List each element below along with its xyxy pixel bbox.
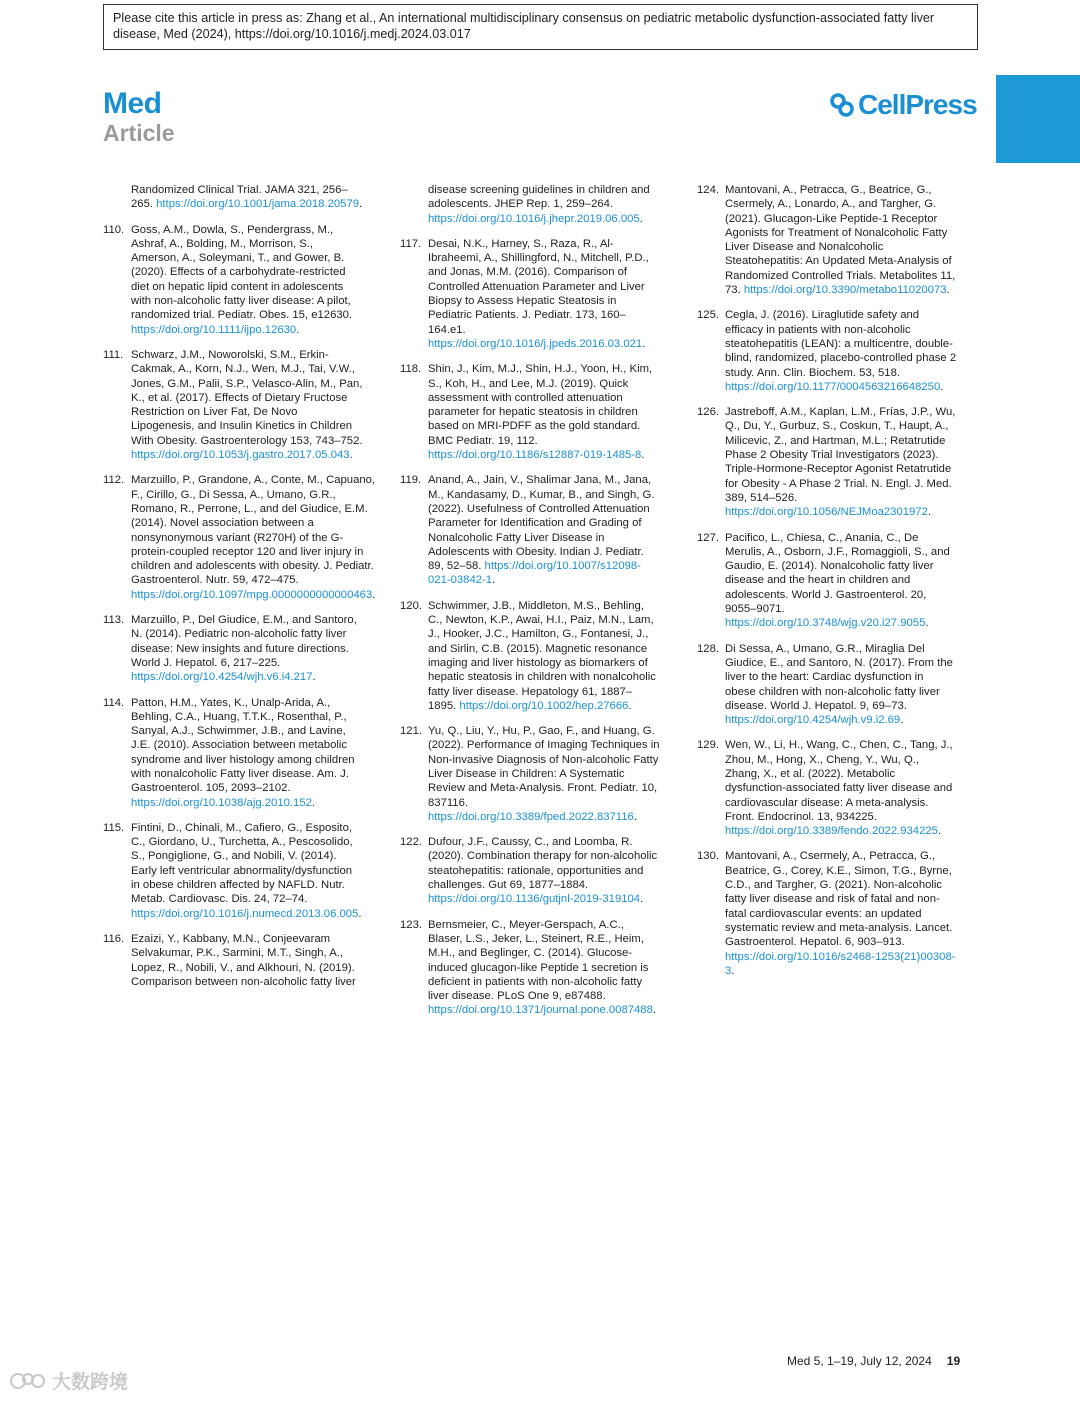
reference-citation: Jastreboff, A.M., Kaplan, L.M., Frías, J.P., Wu, Q., Du, Y., Gurbuz, S., Coskun, T., Haupt, A., Milicevic, Z., and Hartman, M.L.; Retatrutide Phase 2 Obesity Trial Investigators (2023). Triple-Hormone-Receptor Agonist Retatrutide for Obesity - A Phase 2 Trial. N. Engl. J. Med. 389, 514–526. bbox=[725, 406, 956, 504]
reference-text bbox=[428, 724, 660, 824]
reference-tail: . bbox=[940, 380, 944, 393]
reference-number bbox=[400, 183, 428, 226]
reference-citation: Randomized Clinical Trial. JAMA 321, 256–265. bbox=[131, 184, 348, 211]
reference-number: 110. bbox=[103, 223, 125, 236]
reference-tail: . bbox=[946, 284, 950, 297]
watermark-logo-icon bbox=[8, 1370, 48, 1392]
reference-tail: . bbox=[641, 449, 645, 462]
reference-citation: Mantovani, A., Csermely, A., Petracca, G., Beatrice, G., Corey, K.E., Simon, T.G., Byrne, C.D., and Targher, G. (2021). Non-alcoholic fatty liver disease and risk of fatal and non-fatal cardiovascular events: an updated systematic review and meta-analysis. Lancet. Gastroenterol. Hepatol. 6, 903–913. bbox=[725, 850, 953, 949]
reference-tail: . bbox=[652, 1004, 657, 1017]
reference-text bbox=[131, 183, 363, 212]
reference-item bbox=[400, 918, 660, 1018]
reference-number: 123. bbox=[400, 918, 422, 931]
reference-number: 120. bbox=[400, 599, 422, 612]
doi-link[interactable]: https://doi.org/10.1097/mpg.0000000000000463 bbox=[131, 588, 373, 601]
article-type: Article bbox=[103, 120, 175, 146]
reference-text bbox=[428, 237, 660, 351]
reference-tail: . bbox=[639, 212, 643, 225]
reference-item bbox=[103, 473, 376, 602]
reference-tail: . bbox=[349, 449, 353, 462]
reference-tail: . bbox=[937, 825, 942, 838]
reference-text bbox=[725, 183, 957, 297]
reference-number: 112. bbox=[103, 474, 125, 487]
reference-tail: . bbox=[642, 337, 646, 350]
reference-text bbox=[131, 613, 363, 684]
cellpress-logo-icon bbox=[829, 92, 855, 118]
reference-tail: . bbox=[731, 964, 735, 977]
reference-column-3 bbox=[697, 183, 957, 989]
doi-link[interactable]: https://doi.org/10.1053/j.gastro.2017.05.043 bbox=[131, 449, 350, 462]
reference-citation: Anand, A., Jain, V., Shalimar Jana, M., Jana, M., Kandasamy, D., Kumar, B., and Singh, G. (2022). Usefulness of Controlled Attenuation Parameter for Identification and Grading of Nonalcoholic Fatty Liver Disease in Adolescents with Obesity. Indian J. Pediatr. 89, 52–58. bbox=[428, 474, 655, 573]
reference-item bbox=[400, 835, 660, 906]
page-footer bbox=[787, 1354, 960, 1368]
reference-item bbox=[697, 849, 957, 978]
reference-number bbox=[103, 183, 131, 212]
reference-text bbox=[428, 362, 660, 462]
reference-item bbox=[697, 308, 957, 394]
reference-item bbox=[400, 362, 660, 462]
reference-citation: Marzuillo, P., Grandone, A., Conte, M., Capuano, F., Cirillo, G., Di Sessa, A., Umano, G.R., Romano, R., Perrone, L., and del Giudice, E.M. (2014). Novel association between a nonsynonymous variant (R270H) of the G-protein-coupled receptor 120 and liver injury in children and adolescents with obesity. J. Pediatr. Gastroenterol. Nutr. 59, 472–475. bbox=[131, 474, 376, 587]
citation-notice: Please cite this article in press as: Zhang et al., An international multidisciplinary consensus on pediatric metabolic dysfunction-associated fatty liver disease, Med (2024), https://doi.org/10.1016/j.medj.2024.03.017 bbox=[103, 4, 978, 50]
reference-item bbox=[400, 599, 660, 713]
reference-tail: . bbox=[372, 588, 376, 601]
reference-item bbox=[103, 183, 363, 212]
reference-text bbox=[725, 405, 957, 519]
reference-citation: Ezaizi, Y., Kabbany, M.N., Conjeevaram Selvakumar, P.K., Sarmini, M.T., Singh, A., Lopez, R., Nobili, V., and Alkhouri, N. (2019). Comparison between non-alcoholic fatty liver bbox=[131, 932, 356, 988]
reference-text bbox=[725, 738, 957, 838]
side-color-tab bbox=[996, 75, 1080, 163]
reference-tail: . bbox=[296, 323, 300, 336]
reference-tail: . bbox=[640, 893, 644, 906]
doi-link[interactable]: https://doi.org/10.1016/j.jpeds.2016.03.021 bbox=[428, 337, 643, 350]
reference-text bbox=[131, 473, 375, 602]
doi-link[interactable]: https://doi.org/10.1016/j.jhepr.2019.06.005 bbox=[428, 212, 640, 225]
publisher-name: CellPress bbox=[858, 89, 977, 120]
reference-text bbox=[131, 223, 363, 337]
reference-tail: . bbox=[311, 796, 316, 809]
reference-number: 114. bbox=[103, 696, 125, 709]
reference-item bbox=[103, 348, 363, 462]
reference-tail: . bbox=[312, 671, 316, 684]
reference-number: 127. bbox=[697, 531, 719, 544]
reference-text bbox=[131, 821, 363, 921]
reference-citation: Schwarz, J.M., Noworolski, S.M., Erkin-Cakmak, A., Korn, N.J., Wen, M.J., Tai, V.W., Jones, G.M., Palii, S.P., Velasco-Alin, M., Pan, K., et al. (2017). Effects of Dietary Fructose Restriction on Liver Fat, De Novo Lipogenesis, and Insulin Kinetics in Children With Obesity. Gastroenterology 153, 743–752. bbox=[131, 348, 363, 447]
reference-citation: Desai, N.K., Harney, S., Raza, R., Al-Ibraheemi, A., Shillingford, N., Mitchell, P.D., and Jonas, M.M. (2016). Comparison of Controlled Attenuation Parameter and Liver Biopsy to Assess Hepatic Steatosis in Pediatric Patients. J. Pediatr. 173, 160–164.e1. bbox=[428, 237, 649, 336]
reference-item bbox=[400, 237, 660, 351]
reference-number: 118. bbox=[400, 363, 422, 376]
publisher-logo bbox=[829, 90, 977, 120]
reference-item bbox=[697, 405, 957, 519]
reference-text bbox=[428, 183, 660, 226]
doi-link[interactable]: https://doi.org/10.1056/NEJMoa2301972 bbox=[725, 506, 928, 519]
reference-number: 116. bbox=[103, 932, 125, 945]
reference-number: 125. bbox=[697, 309, 719, 322]
reference-text bbox=[725, 531, 957, 631]
reference-tail: . bbox=[925, 617, 929, 630]
reference-text bbox=[725, 849, 957, 978]
reference-tail: . bbox=[927, 506, 931, 519]
reference-column-2 bbox=[400, 183, 660, 1029]
reference-text bbox=[428, 835, 660, 906]
doi-link[interactable]: https://doi.org/10.1016/s2468-1253(21)00308-3 bbox=[725, 950, 956, 977]
doi-link[interactable]: https://doi.org/10.1007/s12098-021-03842-1 bbox=[428, 560, 641, 587]
reference-citation: Schwimmer, J.B., Middleton, M.S., Behling, C., Newton, K.P., Awai, H.I., Paiz, M.N., Lam, J., Hooker, J.C., Hamilton, G., Fontanesi, J., and Sirlin, C.B. (2015). Magnetic resonance imaging and liver histology as biomarkers of hepatic steatosis in children with nonalcoholic fatty liver disease. Hepatology 61, 1887–1895. bbox=[428, 599, 656, 712]
reference-column-1 bbox=[103, 183, 376, 1000]
doi-link[interactable]: https://doi.org/10.1111/ijpo.12630 bbox=[131, 323, 297, 336]
reference-citation: Dufour, J.F., Caussy, C., and Loomba, R. (2020). Combination therapy for non-alcoholic steatohepatitis: rationale, opportunities and challenges. Gut 69, 1877–1884. bbox=[428, 836, 658, 892]
reference-item bbox=[400, 183, 660, 226]
reference-text bbox=[131, 696, 363, 810]
reference-text bbox=[725, 642, 957, 728]
reference-citation: Fintini, D., Chinali, M., Cafiero, G., Esposito, C., Giordano, U., Turchetta, A., Pescosolido, S., Pongiglione, G., and Nobili, V. (2014). Early left ventricular abnormality/dysfunction in obese children affected by NAFLD. Nutr. Metab. Cardiovasc. Dis. 24, 72–74. bbox=[131, 821, 353, 906]
doi-link[interactable]: https://doi.org/10.4254/wjh.v6.i4.217 bbox=[131, 671, 313, 684]
reference-text bbox=[428, 918, 660, 1018]
journal-name: Med bbox=[103, 87, 162, 120]
reference-citation: Bernsmeier, C., Meyer-Gerspach, A.C., Blaser, L.S., Jeker, L., Steinert, R.E., Heim, M.H., and Beglinger, C. (2014). Glucose-induced glucagon-like Peptide 1 secretion is deficient in patients with non-alcoholic fatty liver disease. PLoS One 9, e87488. bbox=[428, 918, 649, 1003]
reference-number: 129. bbox=[697, 739, 719, 752]
doi-link[interactable]: https://doi.org/10.4254/wjh.v9.i2.69 bbox=[725, 714, 901, 727]
reference-tail: . bbox=[358, 907, 362, 920]
doi-link[interactable]: https://doi.org/10.3389/fendo.2022.934225 bbox=[725, 825, 938, 838]
reference-item bbox=[697, 642, 957, 728]
watermark bbox=[8, 1367, 128, 1394]
reference-item bbox=[103, 932, 363, 989]
journal-masthead bbox=[103, 88, 175, 146]
reference-citation: Di Sessa, A., Umano, G.R., Miraglia Del Giudice, E., and Santoro, N. (2017). From the liver to the heart: Cardiac dysfunction in obese children with non-alcoholic fatty liver disease. World J. Hepatol. 9, 69–73. bbox=[725, 642, 953, 712]
reference-number: 128. bbox=[697, 642, 719, 655]
reference-citation: Yu, Q., Liu, Y., Hu, P., Gao, F., and Huang, G. (2022). Performance of Imaging Techniques in Non-invasive Diagnosis of Non-alcoholic Fatty Liver Disease in Children: A Systematic Review and Meta-Analysis. Front. Pediatr. 10, 837116. bbox=[428, 725, 660, 809]
doi-link[interactable]: https://doi.org/10.1038/ajg.2010.152 bbox=[131, 796, 312, 809]
reference-tail: . bbox=[492, 574, 496, 587]
doi-link[interactable]: https://doi.org/10.3389/fped.2022.837116 bbox=[428, 810, 634, 823]
doi-link[interactable]: https://doi.org/10.1002/hep.27666 bbox=[459, 699, 629, 712]
reference-text bbox=[428, 599, 660, 713]
reference-number: 111. bbox=[103, 348, 124, 361]
reference-item bbox=[103, 223, 363, 337]
doi-link[interactable]: https://doi.org/10.1371/journal.pone.0087488 bbox=[428, 1004, 653, 1017]
reference-citation: Wen, W., Li, H., Wang, C., Chen, C., Tang, J., Zhou, M., Hong, X., Cheng, Y., Wu, Q., Zhang, X., et al. (2022). Metabolic dysfunction-associated fatty liver disease and cardiovascular disease: A meta-analysis. Front. Endocrinol. 13, 934225. bbox=[725, 739, 953, 823]
reference-item bbox=[400, 724, 660, 824]
reference-item bbox=[103, 696, 363, 810]
doi-link[interactable]: https://doi.org/10.3390/metabo11020073 bbox=[743, 284, 947, 297]
reference-citation: Cegla, J. (2016). Liraglutide safety and efficacy in patients with non-alcoholic steatohepatitis (LEAN): a multicentre, double-blind, randomized, placebo-controlled phase 2 study. Ann. Clin. Biochem. 53, 518. bbox=[725, 309, 957, 379]
doi-link[interactable]: https://doi.org/10.1186/s12887-019-1485-8 bbox=[428, 449, 642, 462]
reference-number: 122. bbox=[400, 836, 422, 849]
reference-item bbox=[400, 473, 660, 587]
reference-citation: Mantovani, A., Petracca, G., Beatrice, G., Csermely, A., Lonardo, A., and Targher, G. (2021). Glucagon-Like Peptide-1 Receptor Agonists for Treatment of Nonalcoholic Fatty Liver Disease and Nonalcoholic Steatohepatitis: An Updated Meta-Analysis of Randomized Controlled Trials. Metabolites 11, 73. bbox=[725, 184, 956, 297]
reference-citation: Shin, J., Kim, M.J., Shin, H.J., Yoon, H., Kim, S., Koh, H., and Lee, M.J. (2019). Quick assessment with controlled attenuation parameter for hepatic steatosis in children based on MRI-PDFF as the gold standard. BMC Pediatr. 19, 112. bbox=[428, 363, 653, 447]
doi-link[interactable]: https://doi.org/10.3748/wjg.v20.i27.9055 bbox=[725, 617, 926, 630]
doi-link[interactable]: https://doi.org/10.1177/0004563216648250 bbox=[725, 380, 941, 393]
doi-link[interactable]: https://doi.org/10.1136/gutjnl-2019-319104 bbox=[428, 893, 641, 906]
reference-citation: disease screening guidelines in children and adolescents. JHEP Rep. 1, 259–264. bbox=[428, 184, 650, 211]
reference-tail: . bbox=[359, 198, 363, 211]
reference-number: 117. bbox=[400, 237, 422, 250]
reference-number: 115. bbox=[103, 821, 125, 834]
reference-text bbox=[131, 932, 363, 989]
doi-link[interactable]: https://doi.org/10.1016/j.numecd.2013.06.005 bbox=[131, 907, 359, 920]
reference-citation: Marzuillo, P., Del Giudice, E.M., and Santoro, N. (2014). Pediatric non-alcoholic fatty liver disease: New insights and future directions. World J. Hepatol. 6, 217–225. bbox=[131, 614, 357, 669]
reference-citation: Pacifico, L., Chiesa, C., Anania, C., De Merulis, A., Osborn, J.F., Romaggioli, S., and Gaudio, E. (2014). Nonalcoholic fatty liver disease and the heart in children and adolescents. World J. Gastroenterol. 20, 9055–9071. bbox=[725, 531, 950, 616]
reference-tail: . bbox=[633, 810, 637, 823]
reference-text bbox=[131, 348, 363, 462]
footer-citation: Med 5, 1–19, July 12, 2024 bbox=[787, 1354, 932, 1368]
doi-link[interactable]: https://doi.org/10.1001/jama.2018.20579 bbox=[156, 198, 360, 211]
reference-number: 130. bbox=[697, 850, 719, 863]
reference-text bbox=[428, 473, 660, 587]
reference-tail: . bbox=[900, 714, 904, 727]
reference-number: 113. bbox=[103, 614, 125, 627]
reference-citation: Goss, A.M., Dowla, S., Pendergrass, M., Ashraf, A., Bolding, M., Morrison, S., Amerson, A., Soleymani, T., and Gower, B. (2020). Effects of a carbohydrate-restricted diet on hepatic lipid content in adolescents with non-alcoholic fatty liver disease: A pilot, randomized trial. Pediatr. Obes. 15, e12630. bbox=[131, 223, 353, 322]
reference-text bbox=[725, 308, 957, 394]
reference-item bbox=[697, 738, 957, 838]
reference-item bbox=[697, 531, 957, 631]
page-number: 19 bbox=[946, 1354, 961, 1368]
reference-number: 119. bbox=[400, 474, 422, 487]
reference-citation: Patton, H.M., Yates, K., Unalp-Arida, A., Behling, C.A., Huang, T.T.K., Rosenthal, P., Sanyal, A.J., Schwimmer, J.B., and Lavine, J.E. (2010). Association between metabolic syndrome and liver histology among children with nonalcoholic Fatty liver disease. Am. J. Gastroenterol. 105, 2093–2102. bbox=[131, 696, 355, 795]
reference-item bbox=[103, 821, 363, 921]
reference-number: 126. bbox=[697, 406, 719, 419]
watermark-text: 大数跨境 bbox=[52, 1372, 129, 1393]
reference-item bbox=[103, 613, 363, 684]
reference-tail: . bbox=[628, 699, 632, 712]
reference-item bbox=[697, 183, 957, 297]
reference-number: 124. bbox=[697, 184, 719, 196]
reference-number: 121. bbox=[400, 725, 422, 738]
